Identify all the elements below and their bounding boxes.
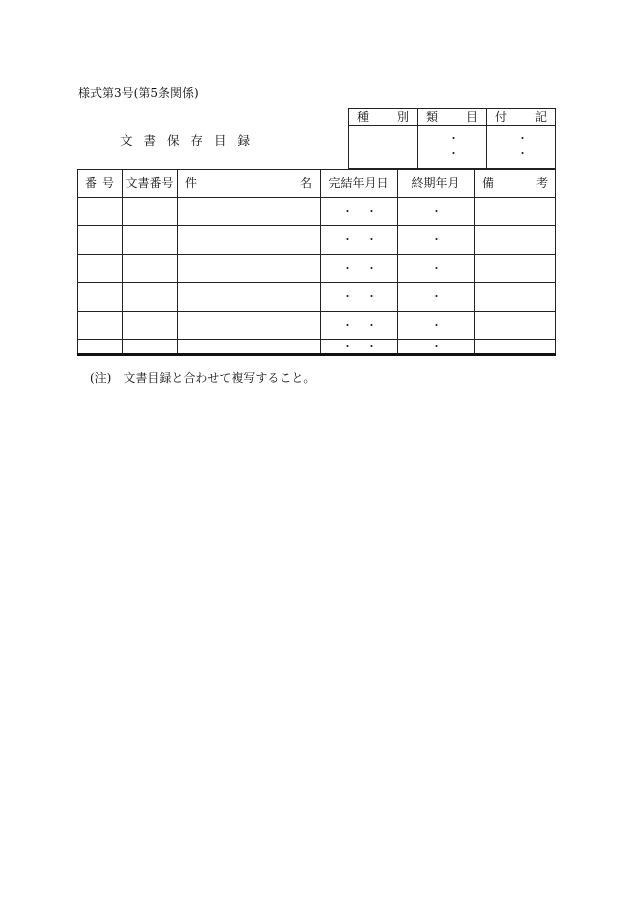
row-1-completion-dot-2: ・	[366, 205, 377, 218]
col-header-subject	[177, 169, 320, 197]
category-dot-2: ・	[448, 147, 459, 160]
row-2-completion-dot-2: ・	[366, 233, 377, 246]
col-header-remarks-char-2: 考	[535, 176, 548, 190]
row-6-completion-dot-1: ・	[342, 340, 353, 353]
col-header-remarks	[474, 169, 556, 197]
row-6-retention-dot: ・	[431, 340, 442, 353]
header-note-char-1: 付	[495, 110, 508, 124]
row-1-completion-dot-1: ・	[342, 205, 353, 218]
row-3-completion-dot-1: ・	[342, 262, 353, 275]
row-2-retention-dot: ・	[431, 233, 442, 246]
row-5-retention-dot: ・	[431, 319, 442, 332]
col-header-subject-char-1: 件	[185, 176, 198, 190]
note-dot-1: ・	[517, 132, 528, 145]
footnote: (注) 文書目録と合わせて複写すること。	[90, 371, 316, 385]
row-4-completion-dot-1: ・	[342, 290, 353, 303]
classification-box	[348, 108, 556, 169]
col-header-subject-char-2: 名	[299, 176, 312, 190]
records-table	[77, 169, 556, 356]
col-header-retention-end: 終期年月	[411, 176, 460, 190]
header-category-char-2: 目	[465, 110, 478, 124]
col-header-number-char-1: 番	[85, 176, 98, 190]
form-number-label: 様式第3号(第5条関係)	[78, 86, 199, 100]
header-type-char-2: 別	[396, 110, 409, 124]
document-title: 文書保存目録	[120, 133, 262, 148]
row-5-completion-dot-2: ・	[366, 319, 377, 332]
category-dot-1: ・	[448, 132, 459, 145]
header-type-char-1: 種	[357, 110, 370, 124]
col-header-number	[77, 169, 122, 197]
row-3-completion-dot-2: ・	[366, 262, 377, 275]
table-bottom-rule	[77, 353, 556, 356]
header-category	[418, 110, 486, 125]
row-6-completion-dot-2: ・	[366, 340, 377, 353]
row-4-completion-dot-2: ・	[366, 290, 377, 303]
header-note	[487, 110, 555, 125]
col-header-number-char-2: 号	[101, 176, 114, 190]
row-1-retention-dot: ・	[431, 205, 442, 218]
header-category-char-1: 類	[426, 110, 439, 124]
header-type	[349, 110, 417, 125]
row-3-retention-dot: ・	[431, 262, 442, 275]
col-header-remarks-char-1: 備	[482, 176, 495, 190]
row-5-completion-dot-1: ・	[342, 319, 353, 332]
col-header-completion-date: 完結年月日	[328, 176, 389, 190]
header-note-char-2: 記	[534, 110, 547, 124]
note-dot-2: ・	[517, 147, 528, 160]
col-header-doc-number: 文書番号	[125, 176, 174, 190]
row-4-retention-dot: ・	[431, 290, 442, 303]
row-2-completion-dot-1: ・	[342, 233, 353, 246]
